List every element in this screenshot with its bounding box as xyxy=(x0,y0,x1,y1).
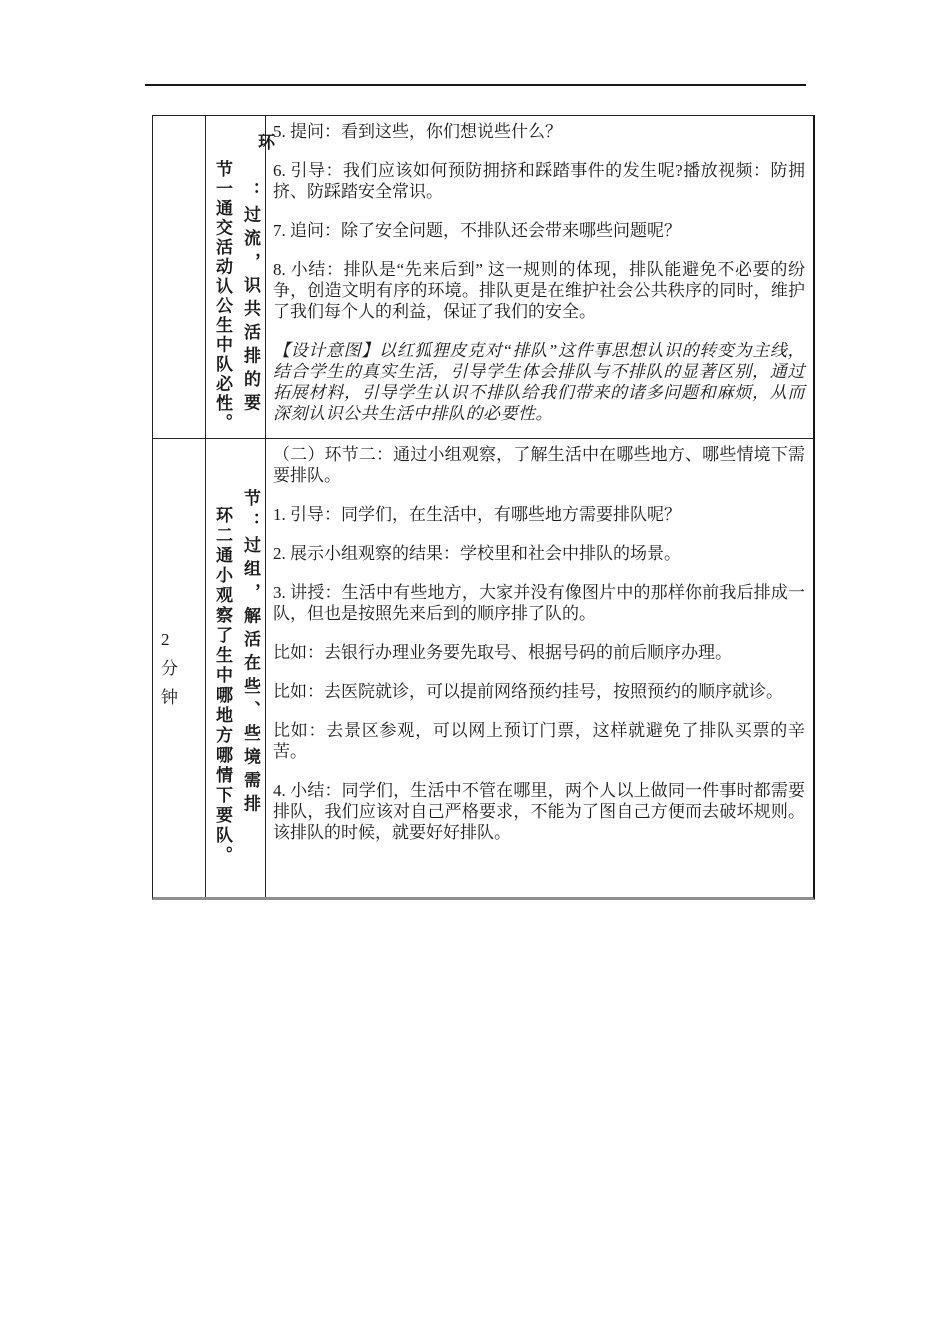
content-cell xyxy=(266,439,813,897)
paragraph: 比如：去景区参观，可以网上预订门票，这样就避免了排队买票的辛苦。 xyxy=(273,721,805,761)
table-row xyxy=(153,439,813,897)
paragraph: 7. 追问：除了安全问题，不排队还会带来哪些问题呢？ xyxy=(273,221,681,240)
stage-cell xyxy=(206,116,275,438)
duration-cell xyxy=(153,116,206,438)
content-cell xyxy=(266,116,813,438)
paragraph: （二）环节二：通过小组观察，了解生活中在哪些地方、哪些情境下需要排队。 xyxy=(273,445,805,485)
page-header-rule xyxy=(145,84,806,86)
paragraph: 4. 小结：同学们，生活中不管在哪里，两个人以上做同一件事时都需要排队，我们应该对自己严格要求，不能为了图自己方便而去破坏规则。该排队的时候，就要好好排队。 xyxy=(273,781,805,842)
lesson-plan-table xyxy=(152,115,815,900)
duration-text: 2 分钟 xyxy=(161,629,178,707)
stage-text-column: 环二通小观察了生中哪地方哪情下要队。 xyxy=(213,506,232,866)
paragraph: 比如：去银行办理业务要先取号、根据号码的前后顺序办理。 xyxy=(273,643,732,662)
paragraph: 1. 引导：同学们，在生活中，有哪些地方需要排队呢？ xyxy=(273,505,681,524)
stage-overflow-char: 环 xyxy=(258,133,275,152)
stage-text-column: ：过流，识共活排的要 xyxy=(241,182,260,417)
duration-cell xyxy=(153,439,206,897)
paragraph: 8. 小结：排队是“先来后到” 这一规则的体现，排队能避免不必要的纷争，创造文明有序的环境。排队更是在维护社会公共秩序的同时，维护了我们每个人的利益，保证了我们的安全。 xyxy=(273,260,805,321)
paragraph: 2. 展示小组观察的结果：学校里和社会中排队的场景。 xyxy=(273,544,681,563)
paragraph: 3. 讲授：生活中有些地方，大家并没有像图片中的那样你前我后排成一队，但也是按照先来后到的顺序排了队的。 xyxy=(273,583,805,623)
table-row xyxy=(153,116,813,439)
paragraph: 6. 引导：我们应该如何预防拥挤和踩踏事件的发生呢?播放视频：防拥挤、防踩踏安全常识。 xyxy=(273,161,805,201)
design-intent-paragraph: 【设计意图】以红狐狸皮克对“排队”这件事思想认识的转变为主线，结合学生的真实生活，引导学生体会排队与不排队的显著区别，通过拓展材料，引导学生认识不排队给我们带来的诸多问题和麻烦，从而深刻认识公共生活中排队的必要性。 xyxy=(273,341,805,423)
paragraph: 5. 提问：看到这些，你们想说些什么？ xyxy=(273,122,562,141)
paragraph: 比如：去医院就诊，可以提前网络预约挂号，按照预约的顺序就诊。 xyxy=(273,682,783,701)
stage-text-column: 节：过组，解活在些、些境需排 xyxy=(241,489,260,818)
stage-text-column: 节一通交活动认公生中队必性。 xyxy=(213,160,232,433)
stage-cell xyxy=(206,439,266,897)
